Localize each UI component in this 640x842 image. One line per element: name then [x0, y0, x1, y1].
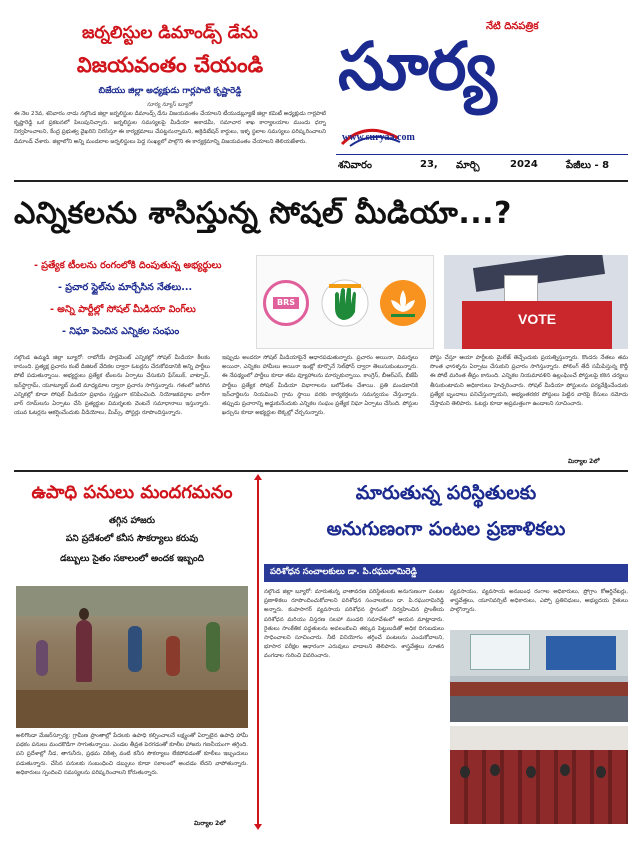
- divider: [14, 470, 628, 472]
- ballot-paper: [504, 275, 538, 303]
- hand-symbol-icon: [321, 278, 369, 328]
- crop-col-1: నల్గొండ జిల్లా బ్యూరో: మారుతున్న వాతావరణ పరిస్థితులకు అనుగుణంగా పంటల ప్రణాళికలు రూపొందించుకోవాలని పరిశోధన సంచాలకులు డా. పి.రఘురామిరెడ్డి అన్నారు. కంపాసాగర్ వ్యవసాయ పరిశోధన స్థానంలో నిర్వహించిన ప్రాంతీయ పరిశోధన మరియు విస్తరణ సలహా మండలి సమావేశంలో ఆయన మాట్లాడారు. రైతులు సాంకేతిక పద్ధతులను అవలంబించి తక్కువ పెట్టుబడితో అధిక దిగుబడులు సాధించాలని సూచించారు. నీటి వినియోగం తగ్గించే పంటలను ఎంచుకోవాలని, భూసార పరీక్షల ఆధారంగా ఎరువులు వాడాలని తెలిపారు. శాస్త్రవేత్తలు నూతన వంగడాల గురించి వివరించారు.: [264, 589, 444, 660]
- crop-banner: [264, 564, 628, 582]
- worker-figure: [166, 636, 180, 676]
- vote-box-image: [444, 255, 628, 349]
- crop-headline-1: మారుతున్న పరిస్థితులకు: [355, 482, 537, 504]
- crop-story: [264, 476, 628, 836]
- arrow-down-icon: [254, 824, 262, 830]
- lead-col-3: పోస్టు చేస్తూ ఆయా పార్టీలకు మైలేజ్ తెచ్చేందుకు ప్రయత్నిస్తున్నారు. కొందరు నేతలు తమ సొంత ఛానళ్ళను ఏర్పాటు చేసుకుని ప్రచారం సాగిస్తున్నారు. పోలింగ్ తేదీ సమీపిస్తున్న కొద్దీ ఈ పోటీ మరింత తీవ్రం కానుంది. ఎన్నికల నియమావళిని ఉల్లంఘించే పోస్టులపై కఠిన చర్యలు తీసుకుంటామని అధికారులు హెచ్చరించారు. సోషల్ మీడియా పోస్టులను పర్యవేక్షించేందుకు ప్రత్యేక బృందాలు పనిచేస్తున్నాయని, అభ్యంతరకర పోస్టులు పెట్టిన వారిపై కేసులు నమోదు చేస్తామని తెలిపారు. ఓటర్లు కూడా అప్రమత్తంగా ఉండాలని సూచించారు.: [430, 355, 628, 408]
- date-line: [338, 157, 628, 173]
- masthead-rule: [336, 154, 628, 155]
- employment-subhead-3: డబ్బులు సైతం సకాలంలో అందక ఇబ్బంది: [60, 554, 204, 564]
- lead-bullets: [14, 256, 244, 346]
- lead-bullet-2: - ప్రచార స్టైల్‌ను మార్చేసిన నేతలు...: [58, 282, 193, 293]
- employment-subhead-2: పని ప్రదేశంలో కనీస సౌకర్యాలు కరువు: [65, 534, 199, 544]
- date-month: మార్చి: [456, 160, 480, 171]
- top-story-body: ఈ నెల 23వ, శనివారం నాడు నల్గొండ జిల్లా జర్నలిస్టుల డిమాండ్స్ డేను విజయవంతం చేయాలని టీయుడబ్ల్యూజే జిల్లా కమిటీ అధ్యక్షుడు గార్లపాటి కృష్ణారెడ్డి ఒక ప్రకటనలో పిలుపునిచ్చారు. జర్నలిస్టుల సమస్యలపై మీడియా అకాడమీ, సమాచార శాఖ కార్యాలయాల ముందు ధర్నా నిర్వహించాలని, కేంద్ర ప్రభుత్వ వైఖరిని నిరసిస్తూ ఈ కార్యక్రమాలు చేపట్టనున్నామని, అక్రెడిటేషన్ కార్డులు, ఇళ్ళ స్థలాల సమస్యలు పరిష్కరించాలని డిమాండ్ చేశారు. జిల్లాలోని అన్ని మండలాల జర్నలిస్టులు పెద్ద సంఖ్యలో పాల్గొని ఈ కార్యక్రమాన్ని విజయవంతం చేయాలని తెలియజేశారు.: [14, 111, 326, 145]
- employment-headline: ఉపాధి పనులు మందగమనం: [31, 482, 233, 503]
- divider: [14, 180, 628, 182]
- page-count: పేజీలు - 8: [566, 160, 610, 171]
- lead-bullet-3: - అన్ని పార్టీల్లో సోషల్ మీడియా వింగ్‌లు: [50, 304, 196, 315]
- employment-credit: మిర్యాల 2లో: [194, 820, 226, 827]
- worksite-photo: [16, 586, 248, 728]
- brs-logo-icon: [263, 280, 309, 326]
- crop-headline-2: అనుగుణంగా పంటల ప్రణాళికలు: [326, 518, 566, 540]
- date-year: 2024: [510, 159, 538, 170]
- masthead-tagline: నేటి దినపత్రిక: [486, 21, 539, 32]
- lotus-symbol-icon: [379, 278, 427, 328]
- lead-headline-box: [14, 190, 628, 240]
- stage-table: [450, 682, 628, 696]
- lead-col-2: ఇప్పుడు అందరూ సోషల్ మీడియాపైనే ఆధారపడుతున్నారు. ప్రచారం అయినా, విమర్శలు అయినా, ఎన్నికల హామీలు అయినా ఇంట్లో కూర్చొనే సెల్‌ఫోన్ ద్వారా తెలుసుకుంటున్నారు. ఈ నేపథ్యంలో పార్టీలు కూడా తమ వ్యూహాలను మార్చుకున్నాయి. కాంగ్రెస్, బీఆర్ఎస్, బీజేపీ పార్టీలు ప్రత్యేక సోషల్ మీడియా విభాగాలను బలోపేతం చేశాయి. ప్రతి మండలానికి ఇన్‌చార్జిలను నియమించి గ్రామ స్థాయి వరకు కార్యకర్తలను సమన్వయం చేస్తున్నారు. తప్పుడు ప్రచారాన్ని అడ్డుకునేందుకు ఎన్నికల సంఘం ప్రత్యేక నిఘా ఏర్పాటు చేసింది. పోస్టుల ఖర్చును కూడా అభ్యర్థుల లెక్కల్లో చేర్చనున్నారు.: [222, 355, 418, 417]
- hand-shape: [473, 255, 605, 292]
- worker-figure: [206, 622, 220, 672]
- party-logos-image: [256, 255, 434, 349]
- lead-credit: మిర్యాల 2లో: [568, 458, 600, 465]
- crop-banner-text: పరిశోధన సంచాలకులు డా. పి.రఘురామిరెడ్డి: [270, 567, 417, 577]
- employment-body: అలిగొండా మేజర్‌స్సూర్య: గ్రామీణ ప్రాంతాల్లో పేదలకు ఉపాధి కల్పించాలనే లక్ష్యంతో ఏర్పాటైన ఉపాధి హామీ పథకం పనులు మందకొడిగా సాగుతున్నాయి. ఎండల తీవ్రత పెరగడంతో కూలీల హాజరు గణనీయంగా తగ్గింది. పని ప్రదేశాల్లో నీడ, తాగునీరు, ప్రథమ చికిత్స వంటి కనీస సౌకర్యాలు లేకపోవడంతో కూలీలు ఇబ్బందులు పడుతున్నారు. చేసిన పనులకు సంబంధించి డబ్బులు కూడా సకాలంలో అందడం లేదని వాపోతున్నారు. అధికారులు స్పందించి సమస్యలను పరిష్కరించాలని కోరుతున్నారు.: [16, 733, 248, 776]
- lead-headline: ఎన్నికలను శాసిస్తున్న సోషల్ మీడియా...?: [14, 196, 512, 231]
- top-story-subhead: బిజేయు జిల్లా అధ్యక్షుడు గార్లపాటి కృష్ణారెడ్డి: [98, 86, 242, 96]
- top-story-headline-1: జర్నలిస్టుల డిమాండ్స్ డేను: [82, 23, 258, 43]
- masthead: [336, 14, 628, 164]
- column-divider: [257, 478, 259, 824]
- employment-story: [14, 476, 250, 836]
- masthead-website: www.suryaa.com: [342, 132, 415, 143]
- lead-bullet-1: - ప్రత్యేక టీంలను రంగంలోకి దింపుతున్న అభ్యర్థులు: [34, 260, 222, 271]
- meeting-stage-photo: [450, 630, 628, 722]
- masthead-logo: సూర్య: [338, 27, 496, 105]
- stage-banner: [546, 636, 616, 670]
- lead-bullet-4: - నిఘా పెంచిన ఎన్నికల సంఘం: [62, 326, 180, 337]
- worker-figure: [76, 620, 92, 682]
- projector-screen: [470, 634, 530, 670]
- brs-badge: BRS: [273, 297, 299, 309]
- top-story-dateline: సూర్య న్యూస్ బ్యూరో: [147, 102, 193, 108]
- employment-subhead-1: తగ్గిన హాజరు: [108, 516, 156, 526]
- audience-seats: [450, 750, 628, 824]
- crop-col-2: వ్యవసాయం, వ్యవసాయ అనుబంధ రంగాల అధికారులు, ప్రోగ్రాం కోఆర్డినేటర్లు, శాస్త్రవేత్తలు, యూనివర్సిటీ అధికారులు, ఎప్పో ప్రతినిధులు, అభ్యుదయ రైతులు పాల్గొన్నారు.: [450, 589, 628, 614]
- worker-figure: [36, 640, 48, 676]
- top-story-headline-2: విజయవంతం చేయండి: [76, 53, 264, 77]
- top-story: [14, 14, 326, 154]
- vote-label: VOTE: [518, 311, 557, 327]
- meeting-audience-photo: [450, 726, 628, 824]
- date-day-name: శనివారం: [338, 160, 372, 171]
- lead-col-1: నల్గొండ ఉమ్మడి జిల్లా బ్యూరో: రాబోయే పార్లమెంట్ ఎన్నికల్లో సోషల్ మీడియా కీలకం కానుంది. ప్రత్యక్ష ప్రచారం కంటే డిజిటల్ వేదికల ద్వారా ఓటర్లను చేరుకోవడానికి అన్ని పార్టీలు పోటీ పడుతున్నాయి. అభ్యర్థులు ప్రత్యేక టీంలను ఏర్పాటు చేసుకుని ఫేస్‌బుక్, వాట్సాప్, ఇన్‌స్టాగ్రామ్, యూట్యూబ్ వంటి మాధ్యమాల ద్వారా ప్రచారం సాగిస్తున్నారు. గతంలో జరిగిన ఎన్నికల్లో కూడా సోషల్ మీడియా ప్రభావం స్పష్టంగా కనిపించింది. నియోజకవర్గాల వారీగా వార్ రూమ్‌లను ఏర్పాటు చేసి ప్రత్యర్థుల విమర్శలకు వెంటనే సమాధానాలు ఇస్తున్నారు. యువ ఓటర్లను ఆకర్షించేందుకు వీడియోలు, మీమ్స్, పోస్టర్లు రూపొందిస్తున్నారు.: [14, 355, 210, 417]
- date-day: 23,: [420, 159, 438, 170]
- arrow-up-icon: [254, 474, 262, 480]
- ballot-box: [462, 301, 612, 349]
- worker-figure: [128, 626, 142, 672]
